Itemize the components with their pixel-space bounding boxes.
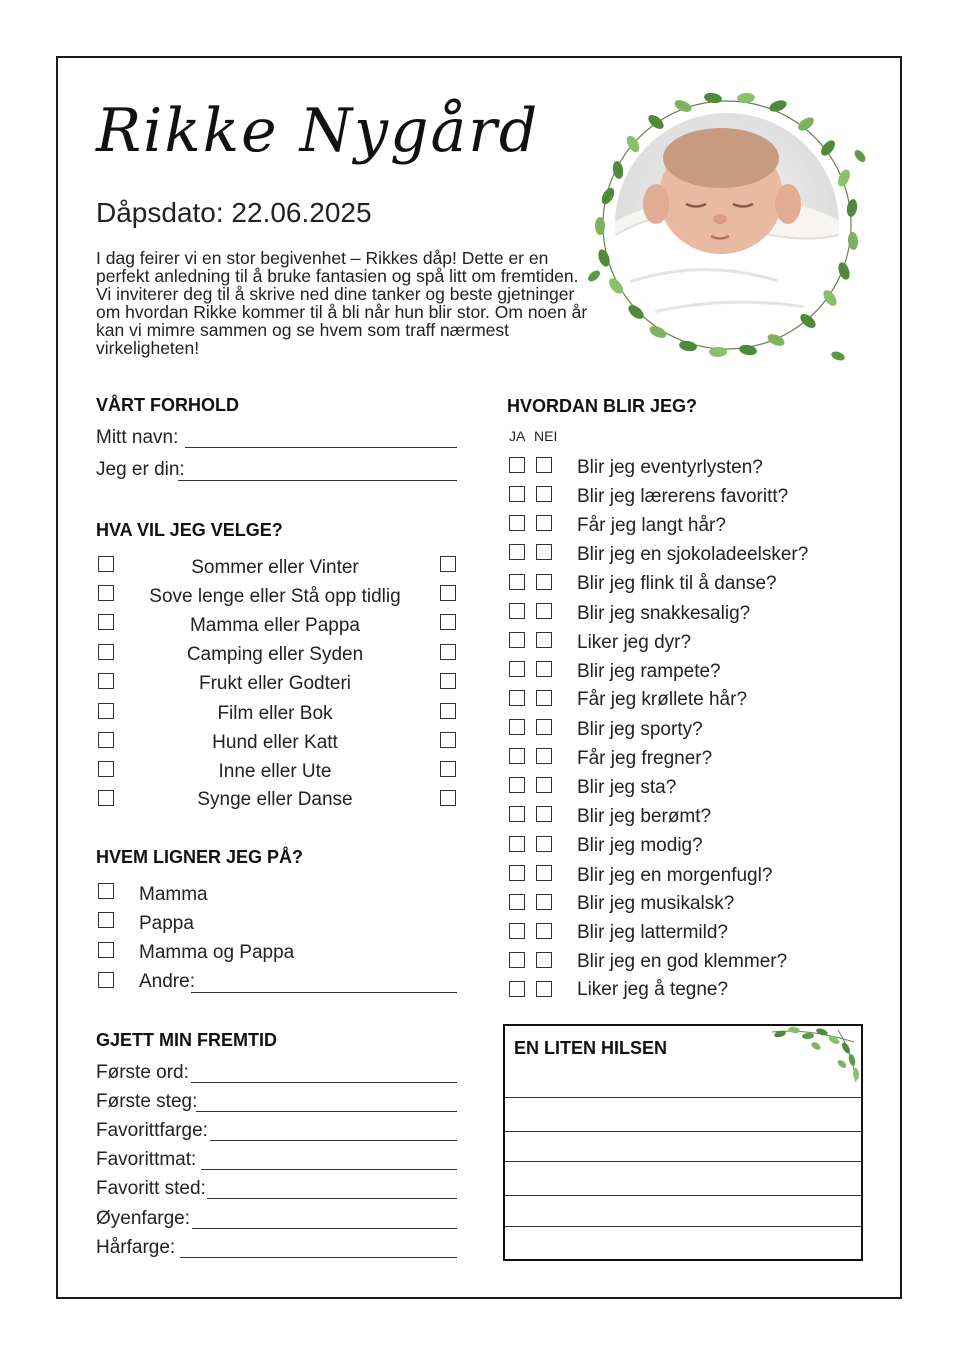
choice-item: Sove lenge eller Stå opp tidlig bbox=[149, 586, 401, 607]
choice-right-checkbox[interactable] bbox=[440, 556, 456, 572]
choice-left-checkbox[interactable] bbox=[98, 673, 114, 689]
yes-checkbox[interactable] bbox=[509, 719, 525, 735]
question-text: Blir jeg flink til å danse? bbox=[577, 573, 777, 594]
yes-checkbox[interactable] bbox=[509, 632, 525, 648]
choice-left-checkbox[interactable] bbox=[98, 644, 114, 660]
greeting-line bbox=[505, 1097, 861, 1098]
yes-checkbox[interactable] bbox=[509, 923, 525, 939]
no-checkbox[interactable] bbox=[536, 894, 552, 910]
no-label: NEI bbox=[534, 428, 558, 444]
greeting-line bbox=[505, 1161, 861, 1162]
yes-checkbox[interactable] bbox=[509, 661, 525, 677]
question-text: Får jeg krøllete hår? bbox=[577, 689, 748, 710]
field-label-my-name: Mitt navn: bbox=[96, 427, 179, 448]
question-text: Får jeg langt hår? bbox=[577, 515, 726, 536]
question-text: Liker jeg å tegne? bbox=[577, 979, 729, 1000]
choice-right-checkbox[interactable] bbox=[440, 614, 456, 630]
choice-left-checkbox[interactable] bbox=[98, 790, 114, 806]
resemble-option: Pappa bbox=[139, 913, 194, 934]
question-text: Får jeg fregner? bbox=[577, 748, 713, 769]
choice-item: Hund eller Katt bbox=[212, 732, 338, 753]
yes-checkbox[interactable] bbox=[509, 486, 525, 502]
choice-right-checkbox[interactable] bbox=[440, 585, 456, 601]
relation-line[interactable] bbox=[178, 480, 457, 481]
baby-photo bbox=[578, 113, 876, 374]
future-field-label: Første ord: bbox=[96, 1062, 189, 1083]
yes-checkbox[interactable] bbox=[509, 952, 525, 968]
no-checkbox[interactable] bbox=[536, 574, 552, 590]
question-text: Liker jeg dyr? bbox=[577, 632, 692, 653]
yes-checkbox[interactable] bbox=[509, 748, 525, 764]
yes-checkbox[interactable] bbox=[509, 777, 525, 793]
resemble-option: Mamma og Pappa bbox=[139, 942, 295, 963]
question-text: Blir jeg lattermild? bbox=[577, 922, 728, 943]
yes-checkbox[interactable] bbox=[509, 690, 525, 706]
question-text: Blir jeg sta? bbox=[577, 777, 677, 798]
choice-left-checkbox[interactable] bbox=[98, 614, 114, 630]
resemble-checkbox[interactable] bbox=[98, 912, 114, 928]
yes-checkbox[interactable] bbox=[509, 806, 525, 822]
choice-right-checkbox[interactable] bbox=[440, 703, 456, 719]
question-text: Blir jeg eventyrlysten? bbox=[577, 457, 763, 478]
choices-title: HVA VIL JEG VELGE? bbox=[96, 520, 283, 540]
future-field-line[interactable] bbox=[207, 1198, 457, 1199]
no-checkbox[interactable] bbox=[536, 719, 552, 735]
relation-title: VÅRT FORHOLD bbox=[96, 395, 239, 415]
question-text: Blir jeg en god klemmer? bbox=[577, 951, 788, 972]
greeting-title: EN LITEN HILSEN bbox=[514, 1038, 668, 1058]
greeting-line bbox=[505, 1226, 861, 1227]
resemble-checkbox[interactable] bbox=[98, 942, 114, 958]
no-checkbox[interactable] bbox=[536, 690, 552, 706]
future-title: GJETT MIN FREMTID bbox=[96, 1030, 277, 1050]
yes-checkbox[interactable] bbox=[509, 836, 525, 852]
child-name: Rikke Nygård bbox=[96, 96, 540, 166]
no-checkbox[interactable] bbox=[536, 486, 552, 502]
choice-item: Camping eller Syden bbox=[186, 644, 364, 665]
greeting-line bbox=[505, 1131, 861, 1132]
question-text: Blir jeg en morgenfugl? bbox=[577, 865, 773, 886]
no-checkbox[interactable] bbox=[536, 632, 552, 648]
no-checkbox[interactable] bbox=[536, 806, 552, 822]
yes-label: JA bbox=[509, 428, 526, 444]
question-text: Blir jeg lærerens favoritt? bbox=[577, 486, 789, 507]
choice-right-checkbox[interactable] bbox=[440, 790, 456, 806]
question-text: Blir jeg rampete? bbox=[577, 661, 721, 682]
future-field-line[interactable] bbox=[191, 1082, 457, 1083]
yes-checkbox[interactable] bbox=[509, 894, 525, 910]
choice-right-checkbox[interactable] bbox=[440, 761, 456, 777]
no-checkbox[interactable] bbox=[536, 952, 552, 968]
future-field-line[interactable] bbox=[196, 1111, 457, 1112]
choice-left-checkbox[interactable] bbox=[98, 761, 114, 777]
yes-checkbox[interactable] bbox=[509, 457, 525, 473]
future-field-label: Hårfarge: bbox=[96, 1237, 176, 1258]
choice-item: Frukt eller Godteri bbox=[198, 673, 352, 694]
resemble-title: HVEM LIGNER JEG PÅ? bbox=[96, 847, 304, 867]
intro-text: I dag feirer vi en stor begivenhet – Rikkes dåp! Dette er en perfekt anledning til å bruke fantasien og spå litt om fremtiden. Vi inviterer deg til å skrive ned dine tanker og beste gjetninger om hvordan Rikke kommer til å bli når hun blir stor. Om noen år kan vi mimre sammen og se hvem som traff nærmest virkeligheten! bbox=[96, 248, 588, 358]
question-text: Blir jeg en sjokoladeelsker? bbox=[577, 544, 809, 565]
future-field-label: Favorittmat: bbox=[96, 1149, 197, 1170]
other-line[interactable] bbox=[191, 992, 457, 993]
no-checkbox[interactable] bbox=[536, 923, 552, 939]
baptism-date: Dåpsdato: 22.06.2025 bbox=[96, 197, 372, 228]
no-checkbox[interactable] bbox=[536, 661, 552, 677]
question-text: Blir jeg sporty? bbox=[577, 719, 703, 740]
future-field-line[interactable] bbox=[210, 1140, 457, 1141]
choice-item: Inne eller Ute bbox=[218, 761, 332, 782]
choice-left-checkbox[interactable] bbox=[98, 585, 114, 601]
leaf-corner-icon bbox=[768, 1024, 862, 1086]
become-title: HVORDAN BLIR JEG? bbox=[507, 396, 698, 416]
question-text: Blir jeg musikalsk? bbox=[577, 893, 735, 914]
choice-item: Film eller Bok bbox=[217, 703, 333, 724]
greeting-line bbox=[505, 1195, 861, 1196]
no-checkbox[interactable] bbox=[536, 865, 552, 881]
resemble-option: Mamma bbox=[139, 884, 208, 905]
yes-checkbox[interactable] bbox=[509, 603, 525, 619]
future-field-label: Første steg: bbox=[96, 1091, 198, 1112]
choice-left-checkbox[interactable] bbox=[98, 556, 114, 572]
future-field-label: Favorittfarge: bbox=[96, 1120, 208, 1141]
choice-left-checkbox[interactable] bbox=[98, 703, 114, 719]
choice-item: Sommer eller Vinter bbox=[191, 557, 359, 578]
yes-checkbox[interactable] bbox=[509, 544, 525, 560]
yes-checkbox[interactable] bbox=[509, 865, 525, 881]
no-checkbox[interactable] bbox=[536, 748, 552, 764]
choice-left-checkbox[interactable] bbox=[98, 732, 114, 748]
resemble-option: Andre: bbox=[139, 971, 195, 992]
question-text: Blir jeg berømt? bbox=[577, 806, 712, 827]
choice-item: Mamma eller Pappa bbox=[189, 615, 361, 636]
future-field-line[interactable] bbox=[201, 1169, 457, 1170]
choice-item: Synge eller Danse bbox=[197, 789, 353, 810]
future-field-line[interactable] bbox=[180, 1257, 457, 1258]
field-label-relation: Jeg er din: bbox=[96, 459, 185, 480]
choice-right-checkbox[interactable] bbox=[440, 644, 456, 660]
my-name-line[interactable] bbox=[185, 447, 457, 448]
no-checkbox[interactable] bbox=[536, 544, 552, 560]
no-checkbox[interactable] bbox=[536, 981, 552, 997]
no-checkbox[interactable] bbox=[536, 457, 552, 473]
future-field-label: Øyenfarge: bbox=[96, 1208, 190, 1229]
no-checkbox[interactable] bbox=[536, 777, 552, 793]
choice-right-checkbox[interactable] bbox=[440, 673, 456, 689]
no-checkbox[interactable] bbox=[536, 603, 552, 619]
question-text: Blir jeg modig? bbox=[577, 835, 703, 856]
no-checkbox[interactable] bbox=[536, 515, 552, 531]
no-checkbox[interactable] bbox=[536, 836, 552, 852]
baby-photo-wreath bbox=[578, 76, 876, 374]
yes-checkbox[interactable] bbox=[509, 574, 525, 590]
future-field-label: Favoritt sted: bbox=[96, 1178, 206, 1199]
yes-checkbox[interactable] bbox=[509, 515, 525, 531]
yes-checkbox[interactable] bbox=[509, 981, 525, 997]
future-field-line[interactable] bbox=[192, 1228, 457, 1229]
choice-right-checkbox[interactable] bbox=[440, 732, 456, 748]
resemble-checkbox[interactable] bbox=[98, 883, 114, 899]
question-text: Blir jeg snakkesalig? bbox=[577, 603, 751, 624]
resemble-checkbox[interactable] bbox=[98, 972, 114, 988]
